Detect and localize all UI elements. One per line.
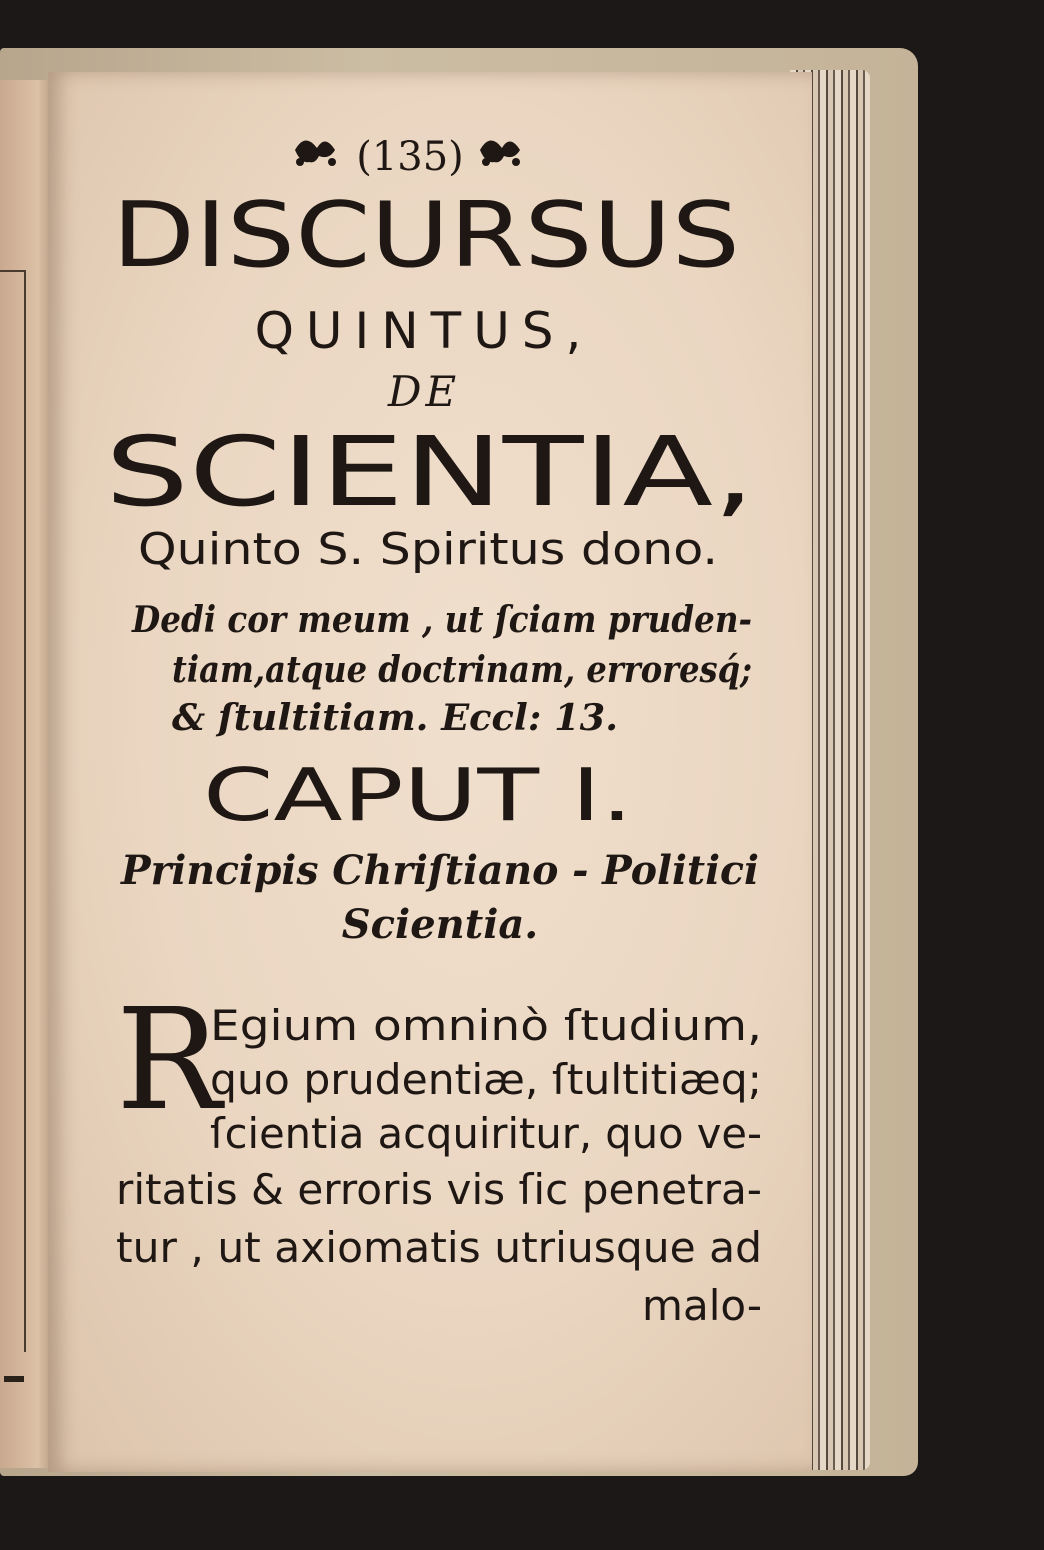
subtitle-line: Quinto S. Spiritus dono. [138,524,718,575]
title-quintus: QUINTUS, [254,302,594,360]
header-ornament-right-icon [480,140,520,166]
epigraph-line-2: tiam,atque doctrinam, erroresq́; [172,649,752,691]
title-discursus: DISCURSUS [112,183,740,288]
body-line-4: ritatis & erroris vis ſic penetra- [116,1165,762,1214]
drop-cap: R [116,979,222,1142]
title-scientia: SCIENTIA, [105,416,755,528]
chapter-heading: CAPUT I. [203,753,633,837]
epigraph-line-1: Dedi cor meum , ut ſciam pruden- [131,599,753,641]
chapter-title-line-1: Principis Chriſtiano - Politici [120,847,760,894]
title-de: DE [387,367,461,416]
body-line-2: quo prudentiæ, ſtultitiæq; [210,1055,762,1104]
header-ornament-left-icon [295,140,336,166]
page-number: (135) [356,134,464,180]
epigraph-line-3: & ſtultitiam. Eccl: 13. [172,697,618,739]
chapter-title-line-2: Scientia. [341,901,539,948]
body-line-3: ſcientia acquiritur, quo ve- [210,1109,762,1158]
catchword: malo- [642,1281,762,1330]
body-line-5: tur , ut axiomatis utriusque ad [116,1223,762,1272]
body-line-1: Egium omninò ſtudium, [210,1001,762,1050]
